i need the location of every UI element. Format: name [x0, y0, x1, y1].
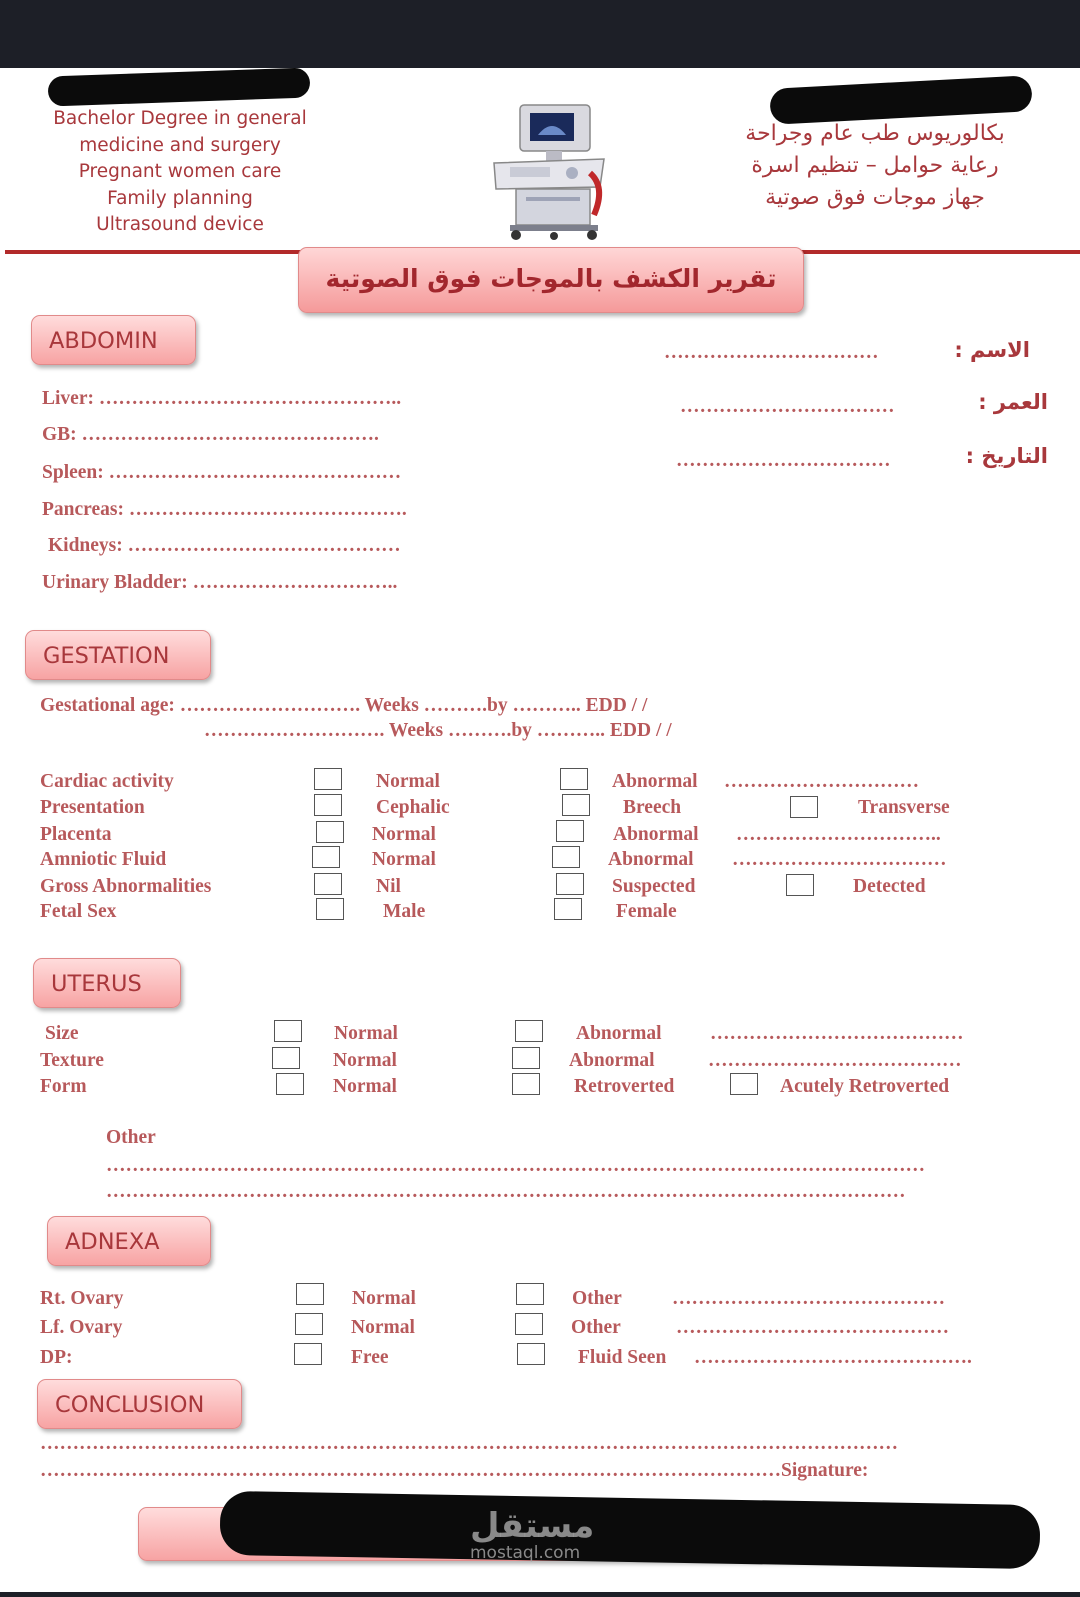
checkbox[interactable] [786, 874, 814, 896]
checkbox[interactable] [274, 1020, 302, 1042]
abdomen-spleen: Spleen: ……………………………………… [42, 462, 402, 483]
header-en-line: Pregnant women care [78, 161, 282, 182]
watermark [470, 1508, 594, 1562]
checkbox[interactable] [560, 768, 588, 790]
fill-line: ……………………………………. [694, 1347, 972, 1368]
fill-line: …………………………… [732, 849, 947, 870]
checkbox[interactable] [516, 1283, 544, 1305]
option-label: Normal [376, 771, 440, 792]
row-label: DP: [40, 1347, 73, 1368]
fill-line: …………………………………… [676, 1317, 949, 1338]
row-label: Presentation [40, 797, 145, 818]
fill-line: …………………………………… [672, 1288, 945, 1309]
section-abdomin: ABDOMIN [31, 315, 196, 365]
fill-line: ………………………… [724, 771, 919, 792]
option-label: Retroverted [574, 1076, 675, 1097]
checkbox[interactable] [515, 1020, 543, 1042]
checkbox[interactable] [314, 794, 342, 816]
option-label: Normal [333, 1076, 397, 1097]
abdomen-gb: GB: ………………………………………. [42, 424, 379, 445]
watermark-ar: مستقل [470, 1506, 595, 1546]
checkbox[interactable] [562, 794, 590, 816]
header-en-line: Bachelor Degree in general [53, 108, 307, 129]
option-label: Suspected [612, 876, 696, 897]
option-label: Nil [376, 876, 401, 897]
option-label: Detected [853, 876, 926, 897]
option-label: Male [383, 901, 426, 922]
checkbox[interactable] [512, 1073, 540, 1095]
option-label: Fluid Seen [578, 1347, 667, 1368]
option-label: Free [351, 1347, 389, 1368]
watermark-en: mostaql.com [470, 1543, 581, 1563]
gestational-age-line-2: ………………………. Weeks ……….by ……….. EDD / / [204, 720, 672, 741]
header-ar-line: رعاية حوامل – تنظيم اسرة [751, 153, 999, 178]
abdomen-liver: Liver: ……………………………………….. [42, 388, 402, 409]
uterus-other-label: Other [106, 1127, 156, 1148]
redaction-top-left [48, 67, 311, 106]
abdomen-pancreas: Pancreas: ……………………………………. [42, 499, 407, 520]
abdomen-urinary-bladder: Urinary Bladder: ………………………….. [42, 572, 398, 593]
option-label: Abnormal [576, 1023, 662, 1044]
header-en-line: Ultrasound device [96, 214, 264, 235]
option-label: Acutely Retroverted [780, 1076, 950, 1097]
conclusion-line-1: …………………………………………………………………………………………………………………… [40, 1433, 898, 1454]
fill-line: ………………………………… [710, 1023, 964, 1044]
option-label: Normal [352, 1288, 416, 1309]
header-ar-line: بكالوريوس طب عام وجراحة [745, 121, 1005, 146]
header-arabic [710, 118, 1040, 214]
checkbox[interactable] [312, 846, 340, 868]
row-label: Fetal Sex [40, 901, 117, 922]
bottom-bar [0, 1592, 1080, 1597]
report-title: تقرير الكشف بالموجات فوق الصوتية [298, 247, 804, 313]
patient-date-label: التاريخ : [965, 444, 1048, 468]
checkbox[interactable] [276, 1073, 304, 1095]
option-label: Normal [333, 1050, 397, 1071]
header-english [40, 106, 320, 239]
checkbox[interactable] [294, 1343, 322, 1365]
option-label: Normal [372, 849, 436, 870]
option-label: Breech [623, 797, 682, 818]
option-label: Other [571, 1317, 621, 1338]
ultrasound-machine-icon [476, 103, 624, 243]
header-en-line: Family planning [107, 187, 253, 209]
abdomen-kidneys: Kidneys: …………………………………… [48, 535, 401, 556]
header-ar-line: جهاز موجات فوق صوتية [765, 185, 985, 210]
option-label: Female [616, 901, 677, 922]
checkbox[interactable] [314, 873, 342, 895]
row-label: Size [45, 1023, 79, 1044]
row-label: Lf. Ovary [40, 1317, 123, 1338]
patient-age-label: العمر : [978, 390, 1048, 414]
option-label: Normal [372, 824, 436, 845]
checkbox[interactable] [556, 873, 584, 895]
patient-name-label: الاسم : [954, 338, 1030, 362]
section-gestation: GESTATION [25, 630, 211, 680]
option-label: Other [572, 1288, 622, 1309]
checkbox[interactable] [556, 820, 584, 842]
gestational-age-line-1: Gestational age: ………………………. Weeks ……….by ……….. EDD / / [40, 695, 648, 716]
top-bar [0, 0, 1080, 68]
row-label: Gross Abnormalities [40, 876, 212, 897]
row-label: Rt. Ovary [40, 1288, 124, 1309]
patient-name-field: …………………………… [664, 342, 879, 363]
row-label: Cardiac activity [40, 771, 174, 792]
checkbox[interactable] [316, 898, 344, 920]
checkbox[interactable] [272, 1047, 300, 1069]
option-label: Abnormal [613, 824, 699, 845]
fill-line: ………………………………… [708, 1050, 962, 1071]
uterus-other-line-1: ……………………………………………………………………………………………………………… [106, 1155, 925, 1176]
option-label: Normal [351, 1317, 415, 1338]
patient-date-field: …………………………… [676, 450, 891, 471]
option-label: Abnormal [608, 849, 694, 870]
option-label: Normal [334, 1023, 398, 1044]
row-label: Form [40, 1076, 87, 1097]
row-label: Placenta [40, 824, 112, 845]
option-label: Cephalic [376, 797, 450, 818]
checkbox[interactable] [316, 821, 344, 843]
row-label: Texture [40, 1050, 104, 1071]
option-label: Abnormal [569, 1050, 655, 1071]
checkbox[interactable] [790, 796, 818, 818]
row-label: Amniotic Fluid [40, 849, 167, 870]
checkbox[interactable] [730, 1073, 758, 1095]
option-label: Transverse [858, 797, 950, 818]
uterus-other-line-2: …………………………………………………………………………………………………………… [106, 1181, 906, 1202]
checkbox[interactable] [512, 1047, 540, 1069]
checkbox[interactable] [554, 898, 582, 920]
header-en-line: medicine and surgery [79, 134, 281, 156]
section-adnexa: ADNEXA [47, 1216, 211, 1266]
checkbox[interactable] [552, 846, 580, 868]
checkbox[interactable] [295, 1313, 323, 1335]
conclusion-line-2: ……………………………………………………………………………………………………Signature: [40, 1460, 869, 1481]
section-conclusion: CONCLUSION [37, 1379, 242, 1429]
checkbox[interactable] [517, 1343, 545, 1365]
section-uterus: UTERUS [33, 958, 181, 1008]
checkbox[interactable] [515, 1313, 543, 1335]
checkbox[interactable] [314, 768, 342, 790]
patient-age-field: …………………………… [680, 396, 895, 417]
checkbox[interactable] [296, 1283, 324, 1305]
fill-line: ………………………….. [736, 824, 941, 845]
option-label: Abnormal [612, 771, 698, 792]
